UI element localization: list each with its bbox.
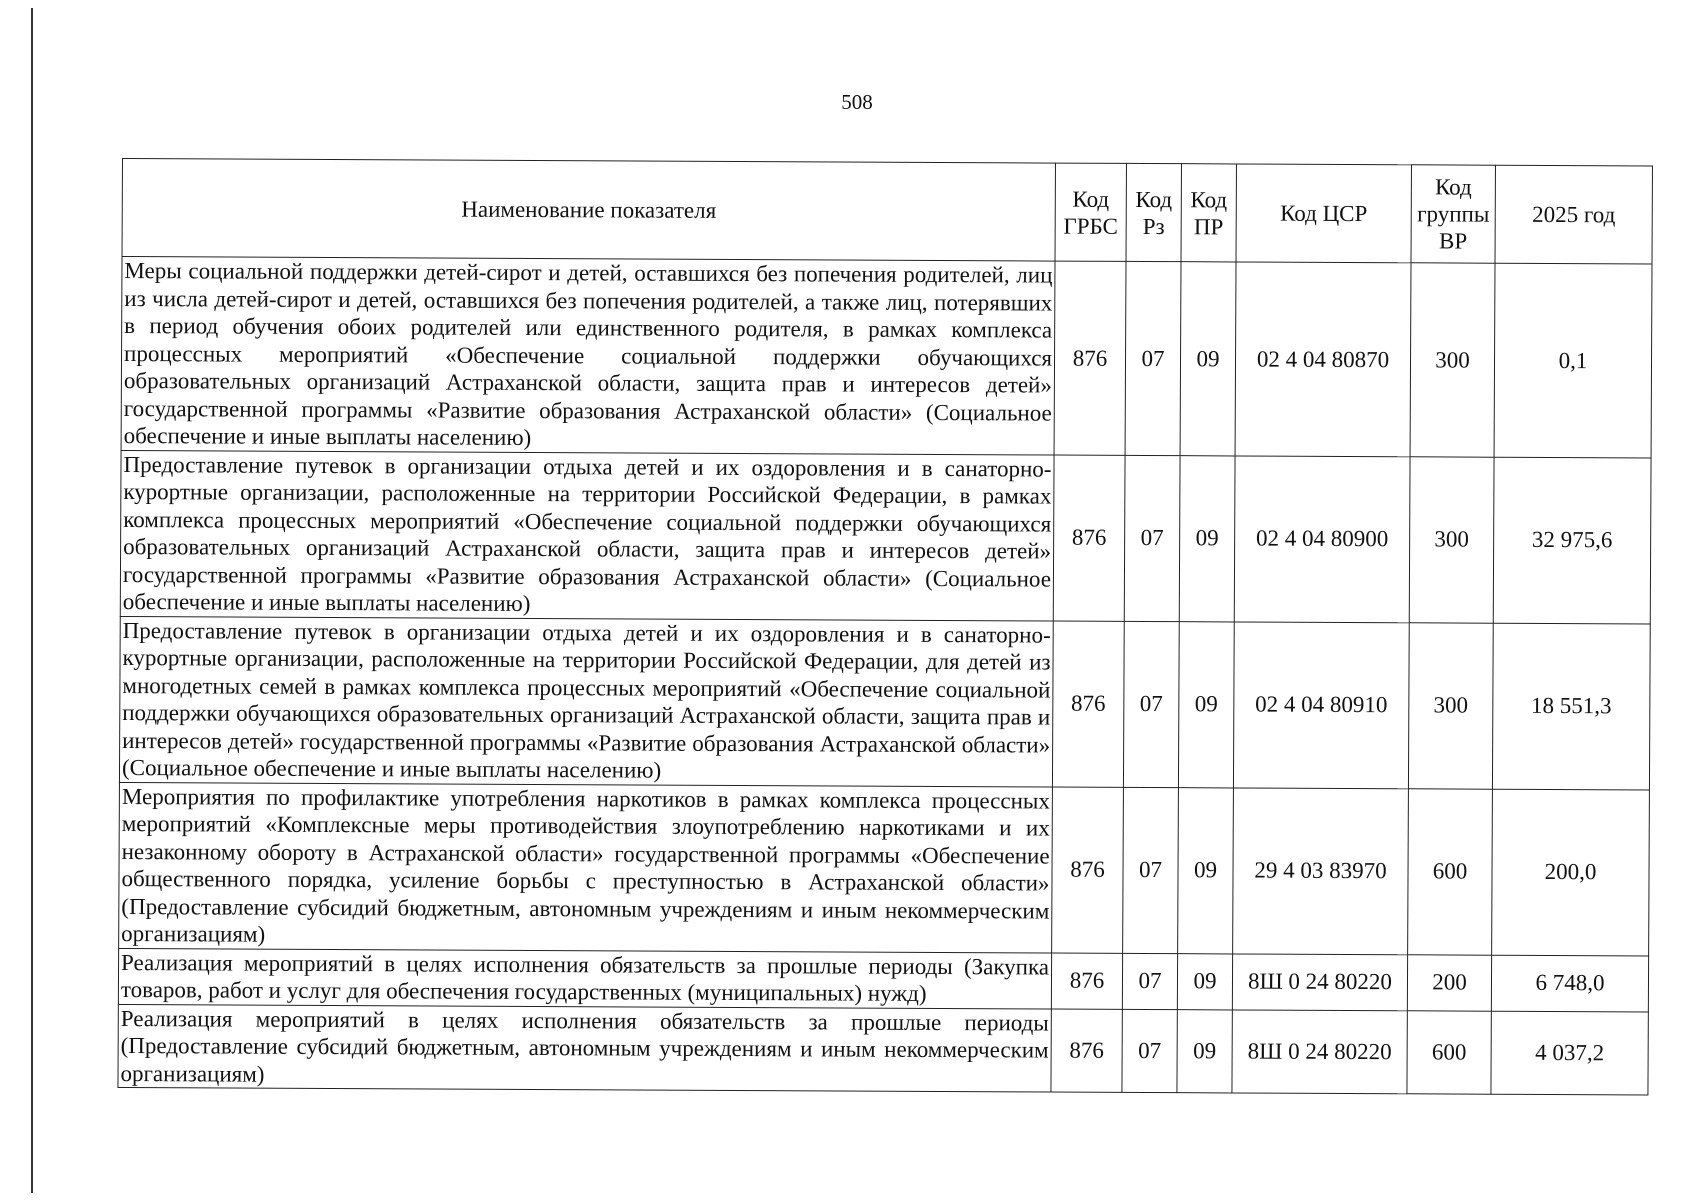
row-grbs: 876 <box>1052 621 1124 787</box>
row-amount: 200,0 <box>1492 789 1650 956</box>
header-name: Наименование показателя <box>122 159 1055 262</box>
row-amount: 6 748,0 <box>1491 955 1648 1012</box>
header-vr: Код группы ВР <box>1411 165 1495 263</box>
row-name: Реализация мероприятий в целях исполнения обязательств за прошлые периоды (Закупка товаров, работ и услуг для обеспечения государственных (муниципальных) нужд) <box>118 948 1051 1009</box>
table-row <box>119 782 1650 955</box>
row-vr: 300 <box>1410 263 1495 457</box>
row-rz: 07 <box>1122 1009 1177 1093</box>
row-grbs: 876 <box>1054 261 1126 455</box>
row-pr: 09 <box>1178 621 1234 787</box>
table-row <box>118 1004 1648 1095</box>
row-amount: 4 037,2 <box>1491 1011 1648 1095</box>
row-csr: 8Ш 0 24 80220 <box>1232 1009 1407 1093</box>
header-pr: Код ПР <box>1181 164 1236 262</box>
row-csr: 02 4 04 80910 <box>1233 621 1409 788</box>
table-row <box>121 257 1652 458</box>
row-pr: 09 <box>1177 953 1232 1009</box>
row-vr: 300 <box>1408 622 1493 788</box>
row-csr: 02 4 04 80900 <box>1234 455 1410 622</box>
row-csr: 29 4 03 83970 <box>1233 787 1409 954</box>
row-name: Меры социальной поддержки детей-сирот и детей, оставшихся без попечения родителей, лиц из числа детей-сирот и детей, оставшихся без попечения родителей, а также лиц, потерявших в период обучения обоих родителей или единственного родителя, в рамках комплекса процессных мероприятий «Обеспечение социальной поддержки обучающихся образовательных организаций Астраханской области, защита прав и интересов детей» государственной программы «Развитие образования Астраханской области» (Социальное обеспечение и иные выплаты населению) <box>121 257 1055 455</box>
row-rz: 07 <box>1125 261 1181 455</box>
row-pr: 09 <box>1179 455 1235 621</box>
row-vr: 300 <box>1409 456 1494 622</box>
row-amount: 18 551,3 <box>1492 623 1650 790</box>
row-name: Мероприятия по профилактике употребления наркотиков в рамках комплекса процессных мероприятий «Комплексные меры противодействия злоупотреблению наркотиками и их незаконному обороту в Астраханской области» государственной программы «Обеспечение общественного порядка, усиление борьбы с преступностью в Астраханской области» (Предоставление субсидий бюджетным, автономным учреждениям и иным некоммерческим организациям) <box>119 782 1053 953</box>
table-row <box>119 616 1650 789</box>
row-grbs: 876 <box>1051 1009 1122 1093</box>
header-rz: Код Рз <box>1126 163 1181 261</box>
row-vr: 600 <box>1408 788 1493 954</box>
binding-margin-line <box>31 8 33 1193</box>
row-vr: 600 <box>1407 1010 1491 1094</box>
row-pr: 09 <box>1177 1009 1232 1093</box>
header-year: 2025 год <box>1495 165 1652 264</box>
row-grbs: 876 <box>1053 455 1125 621</box>
budget-table <box>117 158 1653 1095</box>
row-vr: 200 <box>1407 954 1491 1010</box>
row-amount: 32 975,6 <box>1493 457 1651 624</box>
row-name: Реализация мероприятий в целях исполнения обязательств за прошлые периоды (Предоставление субсидий бюджетным, автономным учреждениям и иным некоммерческим организациям) <box>118 1004 1051 1092</box>
row-grbs: 876 <box>1052 787 1124 953</box>
table-header-row <box>122 159 1652 264</box>
row-rz: 07 <box>1123 787 1179 953</box>
table-row <box>118 948 1648 1011</box>
row-name: Предоставление путевок в организации отдыха детей и их оздоровления и в санаторно-курортные организации, расположенные на территории Российской Федерации, для детей из многодетных семей в рамках комплекса процессных мероприятий «Обеспечение социальной поддержки обучающихся образовательных организаций Астраханской области, защита прав и интересов детей» государственной программы «Развитие образования Астраханской области» (Социальное обеспечение и иные выплаты населению) <box>119 616 1053 787</box>
row-pr: 09 <box>1180 262 1236 456</box>
row-pr: 09 <box>1178 787 1234 953</box>
row-amount: 0,1 <box>1494 263 1652 457</box>
row-csr: 8Ш 0 24 80220 <box>1232 953 1407 1010</box>
row-rz: 07 <box>1124 455 1180 621</box>
row-csr: 02 4 04 80870 <box>1235 262 1411 456</box>
row-rz: 07 <box>1122 953 1177 1009</box>
table-row <box>120 450 1651 623</box>
header-grbs: Код ГРБС <box>1055 163 1126 261</box>
page-number: 508 <box>841 90 873 114</box>
row-name: Предоставление путевок в организации отдыха детей и их оздоровления и в санаторно-курортные организации, расположенные на территории Российской Федерации, в рамках комплекса процессных мероприятий «Обеспечение социальной поддержки обучающихся образовательных организаций Астраханской области, защита прав и интересов детей» государственной программы «Развитие образования Астраханской области» (Социальное обеспечение и иные выплаты населению) <box>120 450 1054 621</box>
row-grbs: 876 <box>1051 953 1122 1009</box>
row-rz: 07 <box>1123 621 1179 787</box>
header-csr: Код ЦСР <box>1236 164 1411 263</box>
